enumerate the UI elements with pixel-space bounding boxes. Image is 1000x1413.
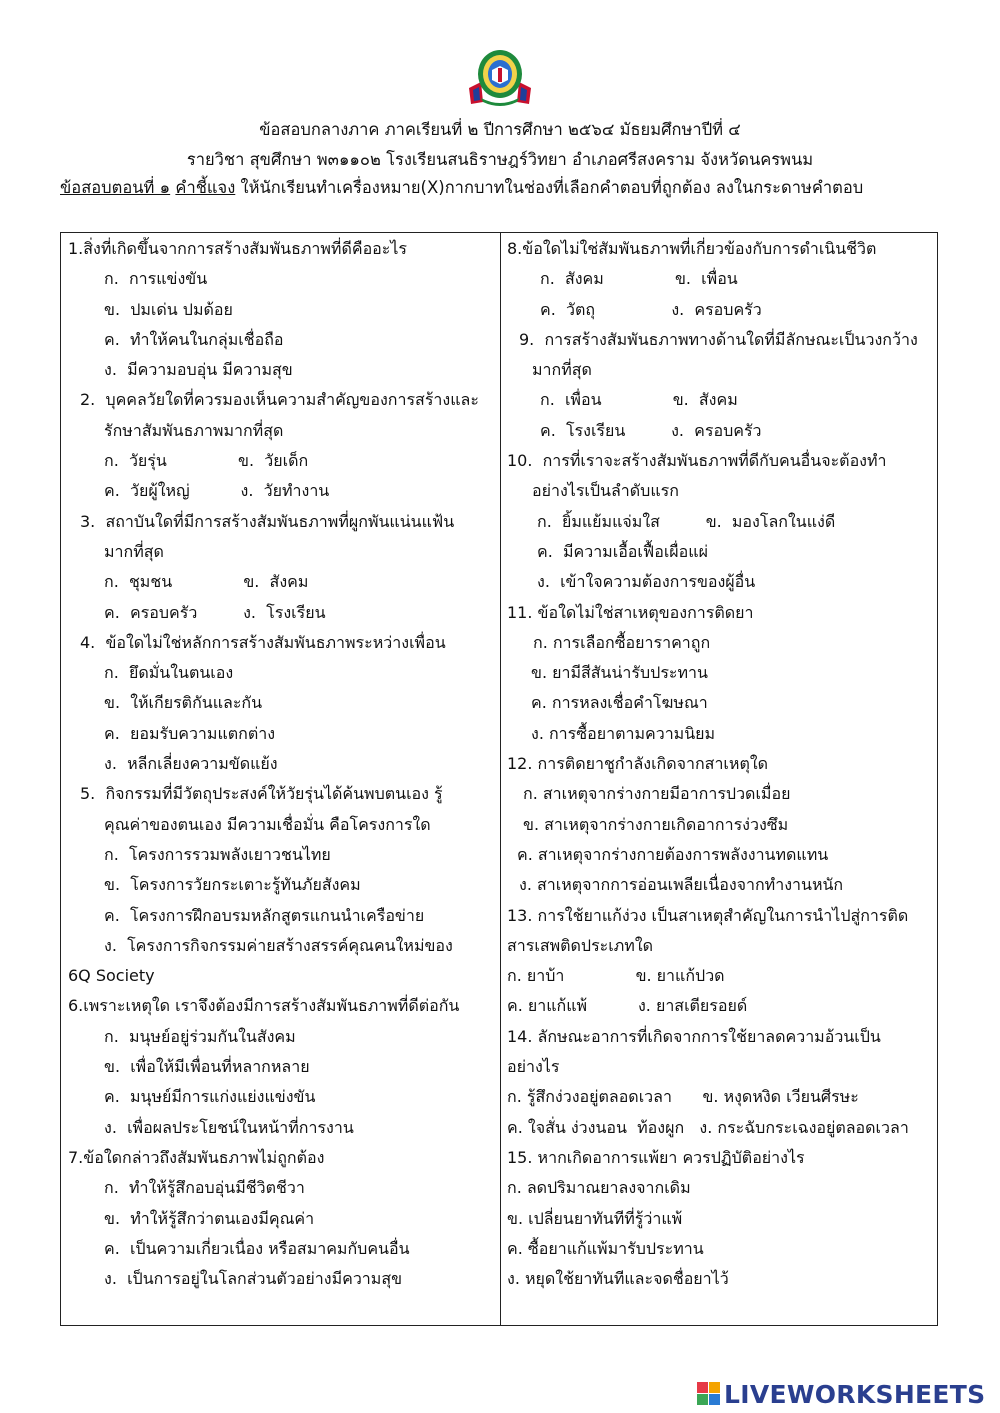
question-line-text: อย่างไร [507, 1057, 560, 1077]
question-line-text: ก. ทำให้รู้สึกอบอุ่นมีชีวิตชีวา [104, 1178, 305, 1198]
question-line-text: ค. ครอบครัว ง. โรงเรียน [104, 602, 326, 622]
question-line-text: ค. วัตถุ ง. ครอบครัว [540, 299, 762, 319]
left-question-column [68, 234, 496, 1294]
question-line [68, 507, 496, 537]
question-line [507, 567, 935, 597]
question-line [507, 719, 935, 749]
question-line-text: 2. บุคคลวัยใดที่ควรมองเห็นความสำคัญของการสร้างและ [80, 390, 479, 410]
question-line-text: ค. ซื้อยาแก้แพ้มารับประทาน [507, 1238, 704, 1258]
question-line-text: ก. ลดปริมาณยาลงจากเดิม [507, 1178, 691, 1198]
question-line-text: 1.สิ่งที่เกิดขึ้นจากการสร้างสัมพันธภาพที่ดีคืออะไร [68, 239, 408, 258]
exam-title: ข้อสอบกลางภาค ภาคเรียนที่ ๒ ปีการศึกษา ๒๕๖๔ มัธยมศึกษาปีที่ ๔ [259, 120, 741, 139]
question-line-text: ง. สาเหตุจากการอ่อนเพลียเนื่องจากทำงานหนัก [519, 875, 844, 895]
question-line-text: 6.เพราะเหตุใด เราจึงต้องมีการสร้างสัมพันธภาพที่ดีต่อกัน [68, 996, 460, 1016]
question-line [68, 901, 496, 931]
question-line-text: ก. ยาบ้า ข. ยาแก้ปวด [507, 966, 725, 986]
question-line [68, 567, 496, 597]
question-line-text: ค. ทำให้คนในกลุ่มเชื่อถือ [104, 329, 284, 349]
question-line [68, 476, 496, 506]
question-line-text: รักษาสัมพันธภาพมากที่สุด [104, 420, 284, 440]
question-line [507, 628, 935, 658]
question-line-text: 5. กิจกรรมที่มีวัตถุประสงค์ให้วัยรุ่นได้ค้นพบตนเอง รู้ [80, 784, 443, 804]
instruction-label: คำชี้แจง [175, 178, 236, 197]
course-school-line: รายวิชา สุขศึกษา พ๓๑๑๐๒ โรงเรียนสนธิราษฎร์วิทยา อำเภอศรีสงคราม จังหวัดนครพนม [186, 150, 814, 169]
question-line [68, 779, 496, 809]
question-line [68, 1113, 496, 1143]
question-line-text: 12. การติดยาชูกำลังเกิดจากสาเหตุใด [507, 754, 769, 774]
liveworksheets-mark-icon [697, 1382, 721, 1406]
question-line [68, 749, 496, 779]
question-line [68, 991, 496, 1021]
question-line-text: ง. เข้าใจความต้องการของผู้อื่น [537, 572, 756, 592]
question-line-text: มากที่สุด [532, 360, 592, 380]
question-line-text: ง. หยุดใช้ยาทันทีและจดชื่อยาไว้ [507, 1269, 729, 1289]
question-line-text: ก. มนุษย์อยู่ร่วมกันในสังคม [104, 1026, 296, 1046]
question-line [507, 537, 935, 567]
question-line [68, 385, 496, 415]
question-line-text: ก. ยึดมั่นในตนเอง [104, 663, 234, 683]
question-line [507, 749, 935, 779]
question-line [68, 840, 496, 870]
logo-square [697, 1382, 708, 1393]
logo-square [709, 1394, 720, 1405]
question-line [68, 688, 496, 718]
question-line-text: ค. ยอมรับความแตกต่าง [104, 723, 276, 743]
question-line [68, 1204, 496, 1234]
part-label: ข้อสอบตอนที่ ๑ [60, 178, 171, 197]
instruction-line [60, 176, 863, 200]
question-line [507, 476, 935, 506]
question-line-text: ค. การหลงเชื่อคำโฆษณา [531, 693, 708, 713]
question-line [507, 264, 935, 294]
question-line-text: 7.ข้อใดกล่าวถึงสัมพันธภาพไม่ถูกต้อง [68, 1147, 325, 1167]
question-line-text: ง. การซื้อยาตามความนิยม [531, 723, 716, 743]
question-line [68, 1143, 496, 1173]
question-line [507, 991, 935, 1021]
question-line-text: 4. ข้อใดไม่ใช่หลักการสร้างสัมพันธภาพระหว่างเพื่อน [80, 632, 446, 652]
question-line [68, 446, 496, 476]
question-line [68, 1234, 496, 1264]
question-line-text: สารเสพติดประเภทใด [507, 935, 654, 955]
question-line-text: ค. สาเหตุจากร่างกายต้องการพลังงานทดแทน [517, 844, 829, 864]
question-line-text: ง. เพื่อผลประโยชน์ในหน้าที่การงาน [104, 1117, 354, 1137]
question-line-text: ก. ชุมชน ข. สังคม [104, 572, 309, 592]
question-line-text: ค. วัยผู้ใหญ่ ง. วัยทำงาน [104, 481, 330, 501]
question-line [68, 264, 496, 294]
question-line-text: ง. เป็นการอยู่ในโลกส่วนตัวอย่างมีความสุข [104, 1269, 403, 1289]
question-line [507, 658, 935, 688]
question-line-text: ค. โรงเรียน ง. ครอบครัว [540, 420, 762, 440]
question-line-text: ก. สังคม ข. เพื่อน [540, 269, 738, 289]
question-line-text: อย่างไรเป็นลำดับแรก [532, 481, 679, 501]
question-line-text: ข. ยามีสีสันน่ารับประทาน [531, 663, 708, 683]
question-line-text: ค. มนุษย์มีการแก่งแย่งแข่งขัน [104, 1087, 316, 1107]
question-line [68, 416, 496, 446]
question-line-text: 10. การที่เราจะสร้างสัมพันธภาพที่ดีกับคนอื่นจะต้องทำ [507, 451, 887, 471]
question-line [507, 385, 935, 415]
right-question-column [507, 234, 935, 1294]
question-line-text: ข. ทำให้รู้สึกว่าตนเองมีคุณค่า [104, 1208, 315, 1228]
question-line-text: 3. สถาบันใดที่มีการสร้างสัมพันธภาพที่ผูกพันแน่นแฟ้น [80, 511, 455, 531]
question-line-text: 13. การใช้ยาแก้ง่วง เป็นสาเหตุสำคัญในการนำไปสู่การติด [507, 905, 909, 925]
question-line-text: ค. ใจสั่น ง่วงนอน ท้องผูก ง. กระฉับกระเฉงอยู่ตลอดเวลา [507, 1117, 909, 1137]
question-line [68, 628, 496, 658]
question-line [507, 870, 935, 900]
question-line [507, 779, 935, 809]
question-line-text: ค. โครงการฝึกอบรมหลักสูตรแกนนำเครือข่าย [104, 905, 425, 925]
question-line [507, 446, 935, 476]
column-divider [500, 232, 501, 1326]
question-line-text: 11. ข้อใดไม่ใช่สาเหตุของการติดยา [507, 602, 754, 622]
liveworksheets-logo [697, 1380, 985, 1408]
question-line-text: ก. รู้สึกง่วงอยู่ตลอดเวลา ข. หงุดหงิด เวียนศีรษะ [507, 1087, 859, 1107]
question-line [68, 1052, 496, 1082]
question-line [68, 355, 496, 385]
question-line-text: ก. สาเหตุจากร่างกายมีอาการปวดเมื่อย [523, 784, 791, 804]
brand-name: LIVEWORKSHEETS [724, 1379, 986, 1409]
question-line [507, 1234, 935, 1264]
question-line [507, 840, 935, 870]
logo-square [697, 1394, 708, 1405]
question-line [507, 1022, 935, 1052]
question-line [507, 416, 935, 446]
question-line-text: ข. เปลี่ยนยาทันทีที่รู้ว่าแพ้ [507, 1208, 683, 1228]
instruction-text: ให้นักเรียนทำเครื่องหมาย(X)กากบาทในช่องที่เลือกคำตอบที่ถูกต้อง ลงในกระดาษคำตอบ [240, 178, 864, 197]
question-line [68, 810, 496, 840]
question-line-text: มากที่สุด [104, 541, 164, 561]
question-line-text: 14. ลักษณะอาการที่เกิดจากการใช้ยาลดความอ้วนเป็น [507, 1026, 881, 1046]
question-line-text: 15. หากเกิดอาการแพ้ยา ควรปฏิบัติอย่างไร [507, 1147, 805, 1167]
question-line [507, 1082, 935, 1112]
question-line-text: ค. มีความเอื้อเฟื้อเผื่อแผ่ [537, 541, 708, 561]
question-line-text: ข. ปมเด่น ปมด้อย [104, 299, 233, 319]
question-line [507, 810, 935, 840]
question-line-text: ก. โครงการรวมพลังเยาวชนไทย [104, 844, 331, 864]
question-line [507, 1113, 935, 1143]
question-line [68, 325, 496, 355]
question-line [507, 234, 935, 264]
question-line-text: ก. ยิ้มแย้มแจ่มใส ข. มองโลกในแง่ดี [537, 511, 836, 531]
question-line [68, 870, 496, 900]
question-line-text: ก. การเลือกซื้อยาราคาถูก [533, 632, 711, 652]
logo-square [709, 1382, 720, 1393]
question-line [507, 598, 935, 628]
question-line-text: คุณค่าของตนเอง มีความเชื่อมั่น คือโครงการใด [104, 814, 431, 834]
question-line [68, 1082, 496, 1112]
question-line [507, 901, 935, 931]
question-line [507, 355, 935, 385]
question-line [507, 1204, 935, 1234]
question-line-text: 8.ข้อใดไม่ใช่สัมพันธภาพที่เกี่ยวข้องกับการดำเนินชีวิต [507, 239, 877, 258]
question-line [68, 1173, 496, 1203]
question-line [507, 1143, 935, 1173]
question-line [507, 961, 935, 991]
question-line-text: 6Q Society [68, 966, 155, 986]
question-line-text: ค. เป็นความเกี่ยวเนื่อง หรือสมาคมกับคนอื่น [104, 1238, 410, 1258]
question-line [507, 1173, 935, 1203]
question-line-text: ง. มีความอบอุ่น มีความสุข [104, 360, 293, 380]
question-line-text: ค. ยาแก้แพ้ ง. ยาสเตียรอยด์ [507, 996, 748, 1016]
question-line [507, 1052, 935, 1082]
question-line [68, 931, 496, 961]
question-line-text: ก. การแข่งขัน [104, 269, 208, 289]
question-line-text: ง. หลีกเลี่ยงความขัดแย้ง [104, 754, 278, 774]
school-emblem-icon [465, 44, 535, 110]
question-line [507, 688, 935, 718]
question-line [68, 234, 496, 264]
question-line [68, 295, 496, 325]
question-line [507, 931, 935, 961]
question-line-text: ง. โครงการกิจกรรมค่ายสร้างสรรค์คุณคนใหม่ของ [104, 935, 453, 955]
question-line [68, 658, 496, 688]
question-line [68, 961, 496, 991]
question-line [68, 1264, 496, 1294]
question-line [507, 295, 935, 325]
question-line-text: ข. โครงการวัยกระเตาะรู้ทันภัยสังคม [104, 875, 361, 895]
question-line [507, 325, 935, 355]
question-line-text: 9. การสร้างสัมพันธภาพทางด้านใดที่มีลักษณะเป็นวงกว้าง [519, 329, 918, 349]
question-line [68, 1022, 496, 1052]
question-line-text: ข. เพื่อให้มีเพื่อนที่หลากหลาย [104, 1057, 310, 1077]
question-line [68, 537, 496, 567]
question-line [507, 1264, 935, 1294]
question-line [68, 719, 496, 749]
question-line-text: ข. ให้เกียรติกันและกัน [104, 693, 263, 713]
question-line-text: ก. วัยรุ่น ข. วัยเด็ก [104, 451, 309, 471]
question-line-text: ก. เพื่อน ข. สังคม [540, 390, 738, 410]
question-line [507, 507, 935, 537]
question-line [68, 598, 496, 628]
question-line-text: ข. สาเหตุจากร่างกายเกิดอาการง่วงซึม [523, 814, 789, 834]
